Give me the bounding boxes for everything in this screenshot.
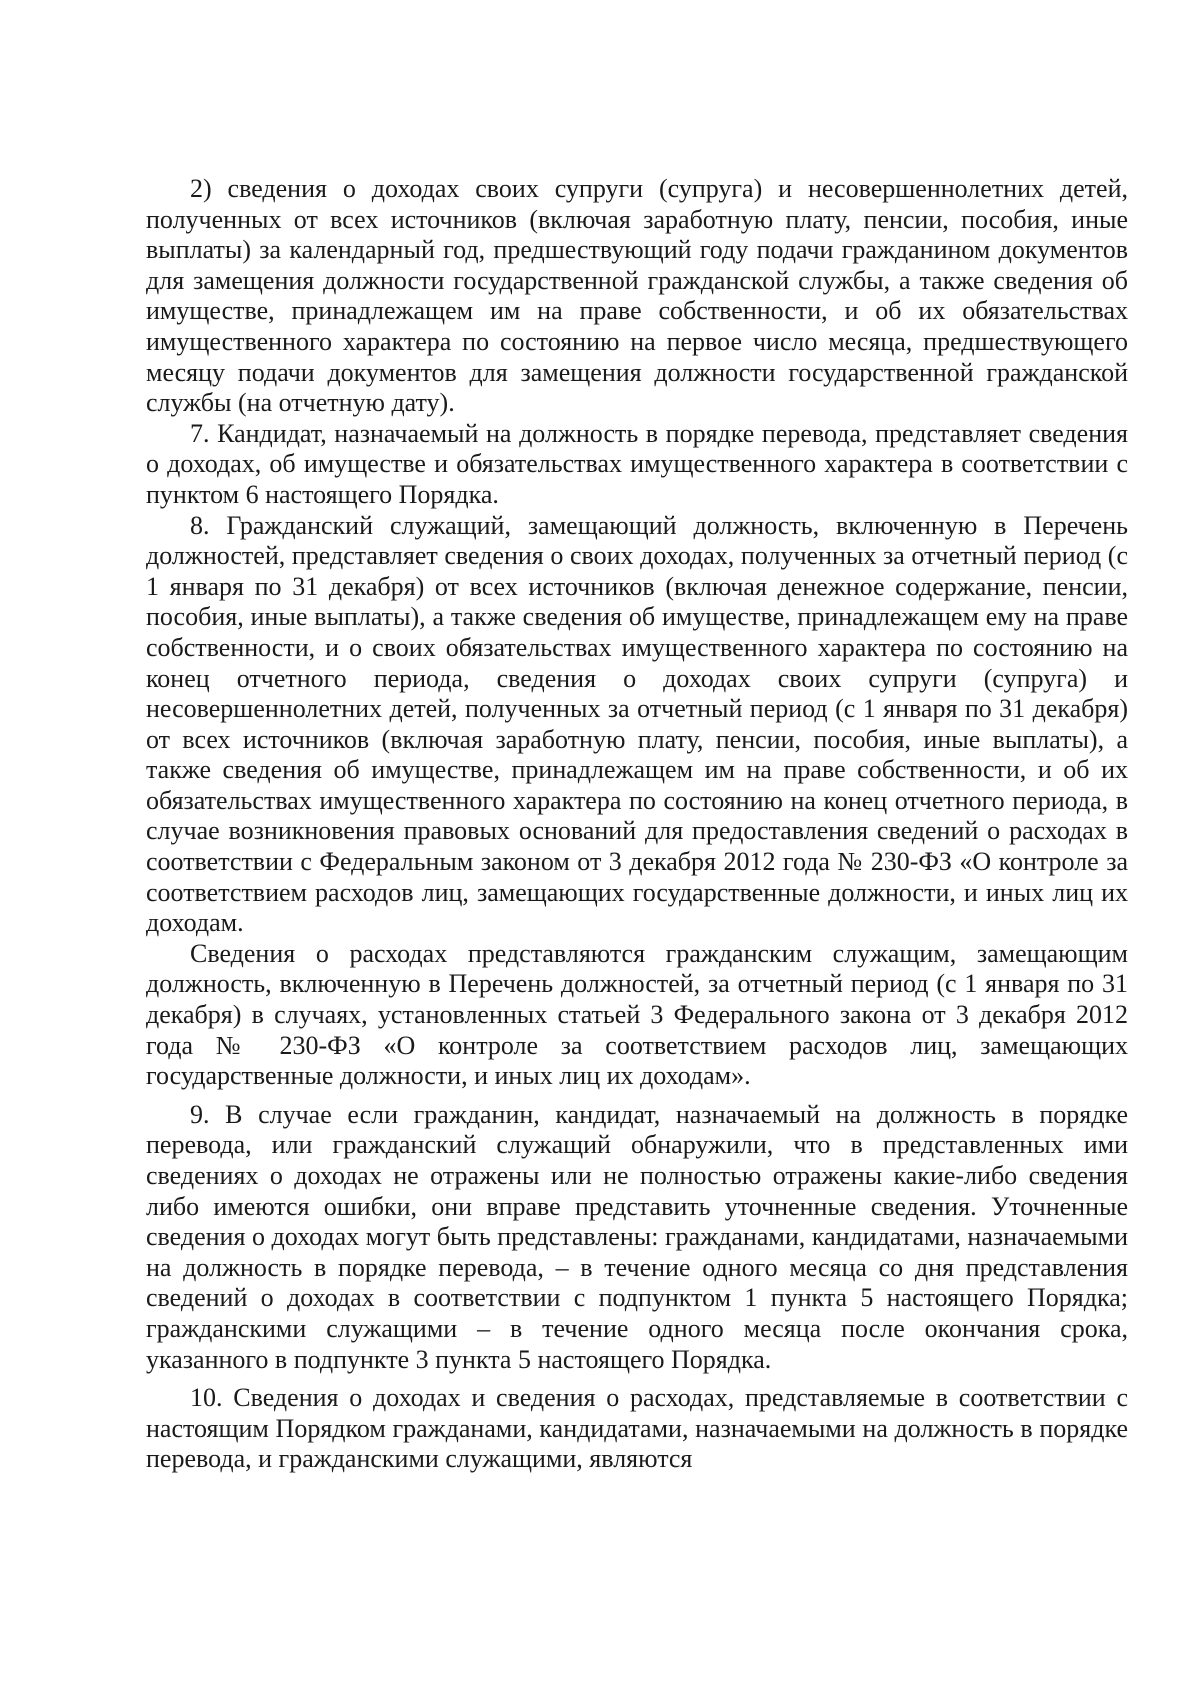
paragraph-item-8: 8. Гражданский служащий, замещающий должность, включенную в Перечень должностей, представляет сведения о своих доходах, полученных за отчетный период (с 1 января по 31 декабря) от всех источников (включая денежное содержание, пенсии, пособия, иные выплаты), а также сведения об имуществе, принадлежащем ему на праве собственности, и о своих обязательствах имущественного характера по состоянию на конец отчетного периода, сведения о доходах своих супруги (супруга) и несовершеннолетних детей, полученных за отчетный период (с 1 января по 31 декабря) от всех источников (включая заработную плату, пенсии, пособия, иные выплаты), а также сведения об имуществе, принадлежащем им на праве собственности, и об их обязательствах имущественного характера по состоянию на конец отчетного периода, в случае возникновения правовых оснований для предоставления сведений о расходах в соответствии с Федеральным законом от 3 декабря 2012 года № 230-ФЗ «О контроле за соответствием расходов лиц, замещающих государственные должности, и иных лиц их доходам. — [146, 510, 1128, 938]
paragraph-item-8-expenses: Сведения о расходах представляются гражданским служащим, замещающим должность, включенную в Перечень должностей, за отчетный период (с 1 января по 31 декабря) в случаях, установленных статьей 3 Федерального закона от 3 декабря 2012 года № 230-ФЗ «О контроле за соответствием расходов лиц, замещающих государственные должности, и иных лиц их доходам». — [146, 938, 1128, 1091]
paragraph-item-10: 10. Сведения о доходах и сведения о расходах, представляемые в соответствии с настоящим Порядком гражданами, кандидатами, назначаемыми на должность в порядке перевода, и гражданскими служащими, являются — [146, 1383, 1128, 1474]
document-body — [146, 174, 1128, 1475]
paragraph-item-9: 9. В случае если гражданин, кандидат, назначаемый на должность в порядке перевода, или гражданский служащий обнаружили, что в представленных ими сведениях о доходах не отражены или не полностью отражены какие-либо сведения либо имеются ошибки, они вправе представить уточненные сведения. Уточненные сведения о доходах могут быть представлены: гражданами, кандидатами, назначаемыми на должность в порядке перевода, – в течение одного месяца со дня представления сведений о доходах в соответствии с подпунктом 1 пункта 5 настоящего Порядка; гражданскими служащими – в течение одного месяца после окончания срока, указанного в подпункте 3 пункта 5 настоящего Порядка. — [146, 1099, 1128, 1374]
paragraph-item-2-spouse-income: 2) сведения о доходах своих супруги (супруга) и несовершеннолетних детей, полученных от всех источников (включая заработную плату, пенсии, пособия, иные выплаты) за календарный год, предшествующий году подачи гражданином документов для замещения должности государственной гражданской службы, а также сведения об имуществе, принадлежащем им на праве собственности, и об их обязательствах имущественного характера по состоянию на первое число месяца, предшествующего месяцу подачи документов для замещения должности государственной гражданской службы (на отчетную дату). — [146, 174, 1128, 418]
paragraph-item-7: 7. Кандидат, назначаемый на должность в порядке перевода, представляет сведения о доходах, об имуществе и обязательствах имущественного характера в соответствии с пунктом 6 настоящего Порядка. — [146, 418, 1128, 509]
